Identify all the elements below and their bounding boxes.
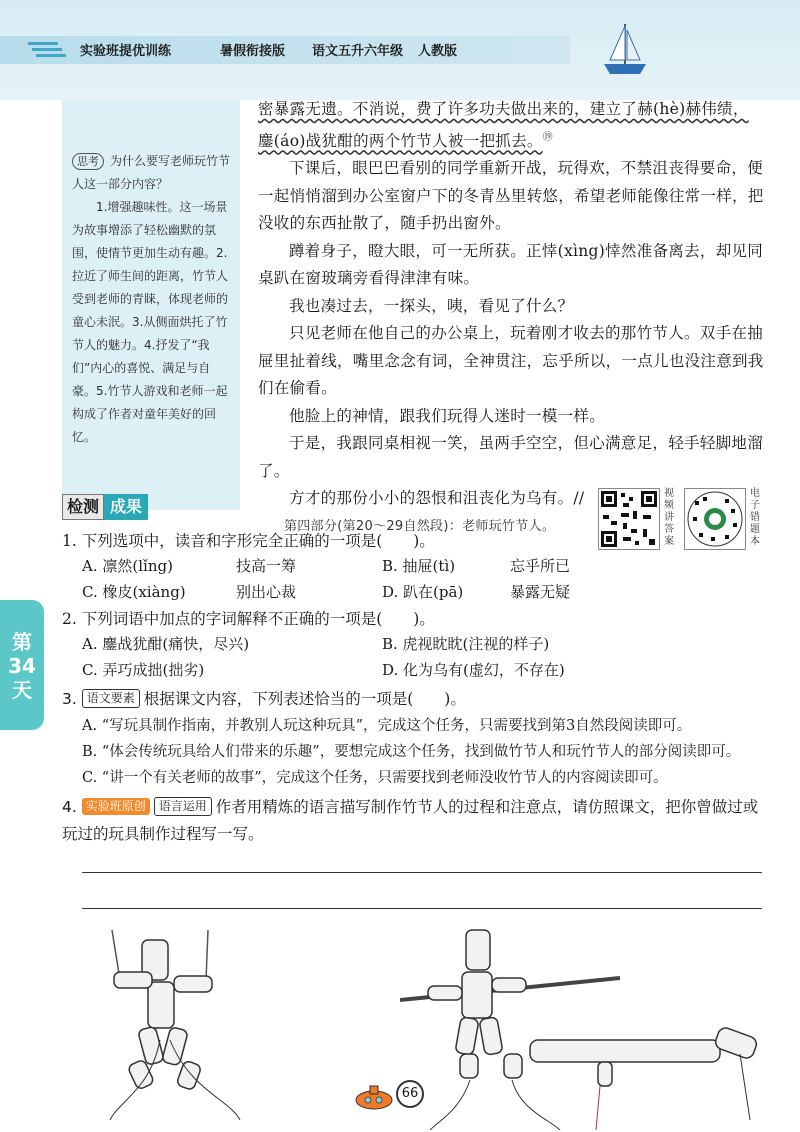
q2-option-b[interactable]: B. 虎视眈眈(注视的样子) — [382, 635, 550, 653]
question-4-stem: 作者用精炼的语言描写制作竹节人的过程和注意点，请仿照课文，把你曾做过或玩过的玩具制作过程写一写。 — [62, 798, 759, 843]
page-number: 66 — [396, 1080, 424, 1108]
answer-line[interactable] — [82, 872, 762, 873]
q3-option-a[interactable]: A. “写玩具制作指南，并教别人玩这种玩具”，完成这个任务，只需要找到第3自然段阅读即可。 — [82, 718, 692, 734]
publisher-label: 人教版 — [418, 44, 458, 59]
section-label-a: 检测 — [62, 494, 104, 520]
q1-option-d-word: 暴露无疑 — [510, 583, 571, 601]
passage-paragraph: 我也凑过去，一探头，咦，看见了什么？ — [289, 296, 574, 315]
q1-option-d[interactable]: D. 趴在(pā) — [382, 583, 464, 601]
q2-option-c[interactable]: C. 弄巧成拙(拙劣) — [82, 661, 205, 679]
think-answer: 1.增强趣味性。这一场景为故事增添了轻松幽默的氛围，使情节更加生动有趣。2.拉近了师生间的距离，竹节人受到老师的青睐，体现老师的童心未泯。3.从侧面烘托了竹节人的魅力。4.抒发了“我们”内心的喜悦、满足与自豪。5.竹节人游戏和老师一起构成了作者对童年美好的回忆。 — [72, 200, 229, 444]
section-heading — [62, 494, 148, 520]
error-book-label: 电子错题本 — [750, 488, 760, 547]
question-2-stem: 2. 下列词语中加点的字词解释不正确的一项是( )。 — [62, 610, 435, 628]
passage-paragraph: 下课后，眼巴巴看别的同学重新开战，玩得欢，不禁沮丧得要命，便一起悄悄溜到办公室窗户下的冬青丛里转悠，希望老师能像往常一样，把没收的东西扯散了，随手扔出窗外。 — [258, 159, 764, 233]
reading-passage — [258, 96, 768, 540]
think-tag: 思考 — [72, 153, 104, 170]
grade-label: 语文五升六年级 — [312, 44, 404, 59]
q4-original-badge: 实验班原创 — [82, 798, 150, 815]
question-3 — [62, 686, 772, 712]
q1-option-b-word: 忘乎所已 — [510, 557, 571, 575]
q3-option-c[interactable]: C. “讲一个有关老师的故事”，完成这个任务，只需要找到老师没收竹节人的内容阅读即可。 — [82, 770, 668, 786]
passage-paragraph: 于是，我跟同桌相视一笑，虽两手空空，但心满意足，轻手轻脚地溜了。 — [258, 434, 764, 480]
submarine-icon — [352, 1082, 396, 1112]
q3-badge: 语文要素 — [82, 689, 140, 708]
think-box — [72, 150, 234, 449]
q2-option-d[interactable]: D. 化为乌有(虚幻，不存在) — [382, 661, 565, 679]
passage-paragraph: 他脸上的神情，跟我们玩得人迷时一模一样。 — [289, 406, 606, 425]
page-header — [0, 0, 800, 100]
bamboo-figure-illustration-right — [400, 920, 780, 1130]
q2-option-a[interactable]: A. 鏖战犹酣(痛快，尽兴) — [82, 635, 250, 653]
sailboat-icon — [600, 20, 650, 78]
stripes-decoration-icon — [28, 40, 68, 60]
edition-label: 暑假衔接版 — [220, 44, 286, 59]
passage-paragraph: 蹲着身子，瞪大眼，可一无所获。正悻(xìng)悻然准备离去，却见同桌趴在窗玻璃旁看得津津有味。 — [258, 241, 764, 288]
q4-language-badge: 语言运用 — [154, 797, 212, 816]
passage-paragraph: 方才的那份小小的怨恨和沮丧化为乌有。// — [289, 489, 585, 508]
q1-option-a-word: 技高一筹 — [236, 557, 297, 575]
question-1-stem: 1. 下列选项中，读音和字形完全正确的一项是( )。 — [62, 532, 435, 550]
passage-paragraph: 只见老师在他自己的办公桌上，玩着刚才收去的那竹节人。双手在抽屉里扯着线，嘴里念念有词，全神贯注，忘乎所以，一点儿也没注意到我们在偷看。 — [258, 324, 764, 398]
answer-line[interactable] — [82, 908, 762, 909]
q4-number: 4. — [62, 798, 77, 816]
q1-option-a[interactable]: A. 凛然(lǐng) — [82, 557, 173, 575]
q3-option-b[interactable]: B. “体会传统玩具给人们带来的乐趣”，要想完成这个任务，找到做竹节人和玩竹节人的部分阅读即可。 — [82, 744, 741, 760]
q1-option-c[interactable]: C. 橡皮(xiàng) — [82, 583, 186, 601]
series-brand: 实验班提优训练 — [80, 44, 172, 59]
q1-option-c-word: 别出心裁 — [236, 583, 297, 601]
bamboo-figure-illustration-left — [90, 920, 250, 1120]
video-answer-label: 视频讲答案 — [664, 488, 674, 547]
question-3-stem: 根据课文内容，下列表述恰当的一项是( )。 — [143, 690, 466, 708]
q3-number: 3. — [62, 690, 77, 708]
q1-option-b[interactable]: B. 抽屉(tì) — [382, 557, 456, 575]
passage-paragraph — [258, 124, 768, 156]
wavy-underline-text: 密暴露无遗。不消说，费了许多功夫做出来的，建立了赫(hè)赫伟绩， — [258, 100, 749, 118]
question-4 — [62, 794, 772, 848]
section-label-b: 成果 — [104, 494, 148, 520]
think-question — [72, 150, 234, 196]
wavy-underline-text: 鏖(áo)战犹酣的两个竹节人被一把抓去。 — [258, 131, 543, 150]
think-question-text: 为什么要写老师玩竹节人这一部分内容？ — [72, 154, 231, 191]
annotation-mark: ⑲ — [542, 131, 553, 143]
passage-paragraph — [258, 96, 768, 124]
day-tab: 第34天 — [0, 600, 44, 730]
part-summary-note: 第四部分(第20～29自然段)：老师玩竹节人。 — [284, 518, 556, 534]
